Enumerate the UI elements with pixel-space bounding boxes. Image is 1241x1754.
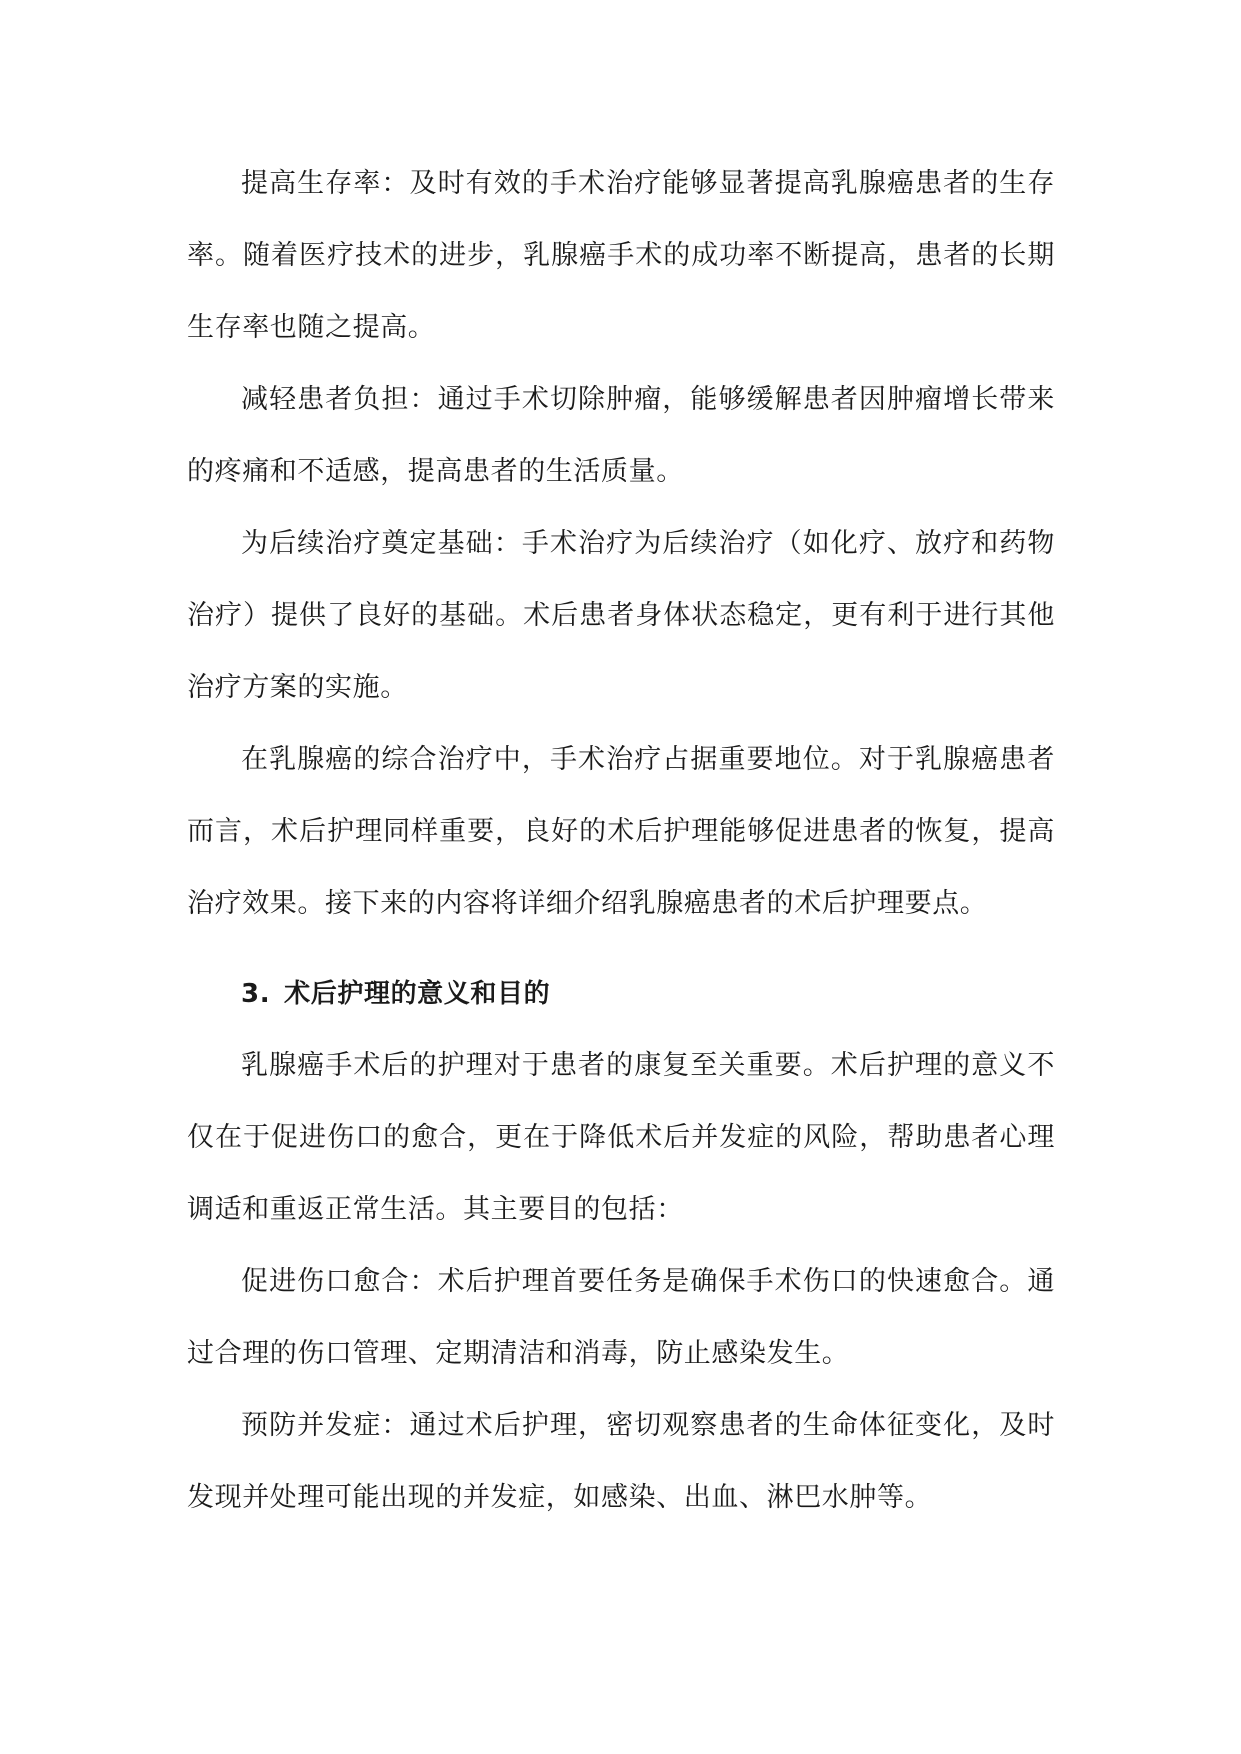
paragraph-reduce-burden: 减轻患者负担：通过手术切除肿瘤，能够缓解患者因肿瘤增长带来的疼痛和不适感，提高患者的生活质量。 — [187, 384, 1055, 487]
paragraph-prevent-complications: 预防并发症：通过术后护理，密切观察患者的生命体征变化，及时发现并处理可能出现的并发症，如感染、出血、淋巴水肿等。 — [187, 1410, 1055, 1513]
section-heading — [187, 940, 1055, 1030]
paragraph-survival-rate: 提高生存率：及时有效的手术治疗能够显著提高乳腺癌患者的生存率。随着医疗技术的进步，乳腺癌手术的成功率不断提高，患者的长期生存率也随之提高。 — [187, 168, 1055, 343]
paragraph-significance: 乳腺癌手术后的护理对于患者的康复至关重要。术后护理的意义不仅在于促进伤口的愈合，更在于降低术后并发症的风险，帮助患者心理调适和重返正常生活。其主要目的包括： — [187, 1050, 1055, 1225]
paragraph-wound-healing: 促进伤口愈合：术后护理首要任务是确保手术伤口的快速愈合。通过合理的伤口管理、定期清洁和消毒，防止感染发生。 — [187, 1266, 1055, 1369]
document-body — [187, 148, 1055, 1534]
paragraph-comprehensive-treatment: 在乳腺癌的综合治疗中，手术治疗占据重要地位。对于乳腺癌患者而言，术后护理同样重要，良好的术后护理能够促进患者的恢复，提高治疗效果。接下来的内容将详细介绍乳腺癌患者的术后护理要点。 — [187, 744, 1055, 919]
section-number: 3. — [241, 979, 271, 1009]
paragraph-foundation: 为后续治疗奠定基础：手术治疗为后续治疗（如化疗、放疗和药物治疗）提供了良好的基础。术后患者身体状态稳定，更有利于进行其他治疗方案的实施。 — [187, 528, 1055, 703]
section-title: 术后护理的意义和目的 — [284, 979, 551, 1009]
